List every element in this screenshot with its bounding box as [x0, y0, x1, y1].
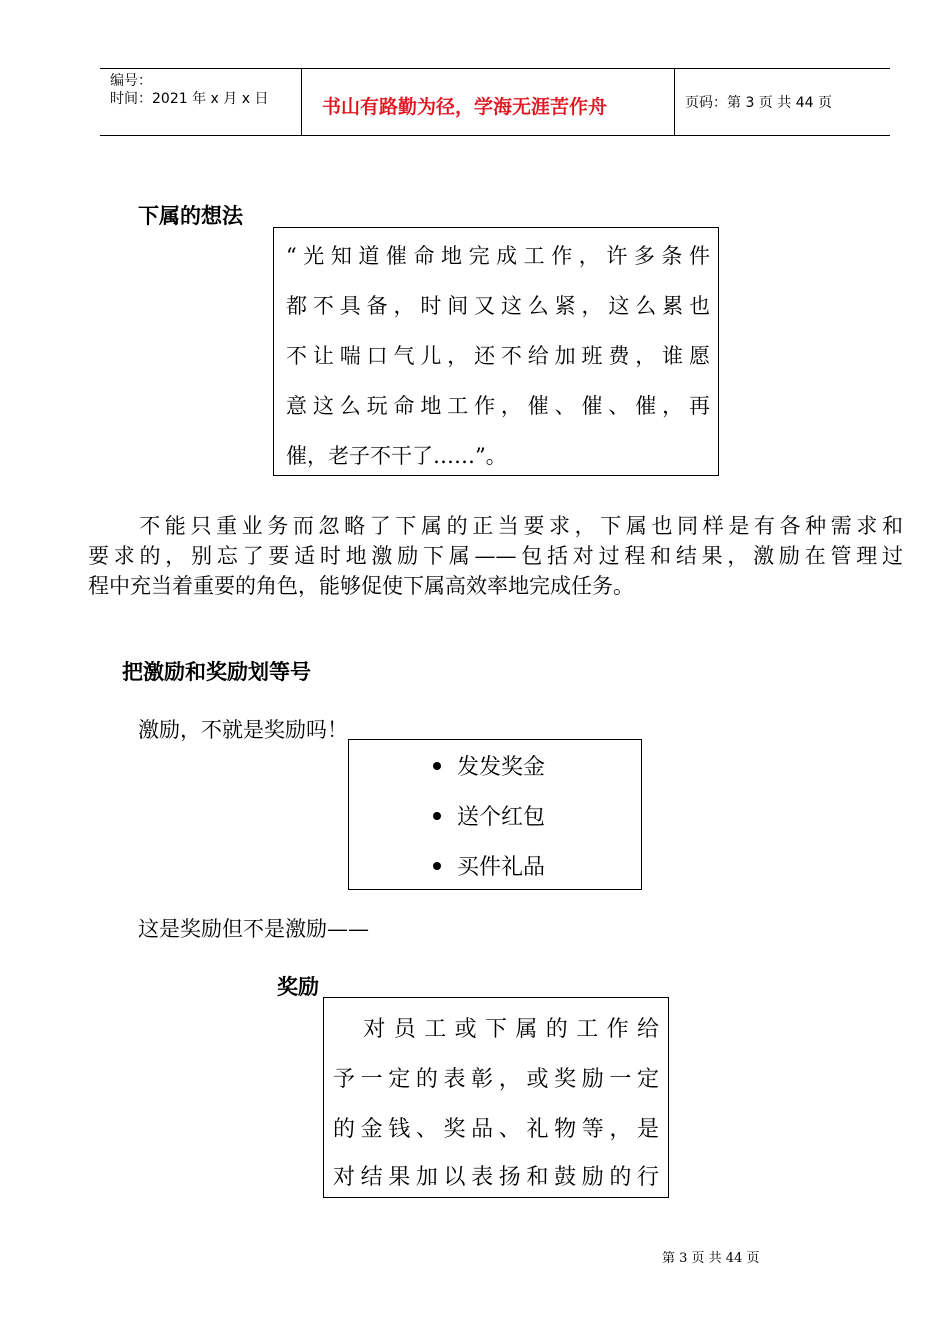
- note-text: 这是奖励但不是激励——: [138, 917, 369, 941]
- header-motto: 书山有路勤为径，学海无涯苦作舟: [322, 96, 608, 118]
- reward-line: 予一定的表彰，或奖励一定: [333, 1067, 659, 1092]
- paragraph-line: 要求的，别忘了要适时地激励下属——包括对过程和结果，激励在管理过: [88, 544, 903, 568]
- header-page-info: 页码：第 3 页 共 44 页: [685, 95, 832, 111]
- header-time-label: 时间：2021 年 x 月 x 日: [110, 91, 269, 107]
- list-item: 发发奖金: [433, 750, 545, 781]
- reward-line: 的金钱、奖品、礼物等，是: [333, 1117, 659, 1142]
- quote-line: 催，老子不干了……”。: [286, 444, 507, 468]
- paragraph-line: 程中充当着重要的角色，能够促使下属高效率地完成任务。: [88, 574, 634, 598]
- reward-title: 奖励: [277, 975, 319, 999]
- reward-definition-box: [323, 997, 669, 1198]
- header-divider-right: [674, 68, 675, 135]
- bullet-icon: [433, 812, 441, 820]
- section-heading-subordinate-thoughts: 下属的想法: [138, 204, 243, 228]
- paragraph-line: 不能只重业务而忽略了下属的正当要求，下属也同样是有各种需求和: [88, 514, 903, 538]
- header-number-label: 编号：: [110, 73, 152, 89]
- list-item: 买件礼品: [433, 850, 545, 881]
- list-item: 送个红包: [433, 800, 545, 831]
- bullet-icon: [433, 762, 441, 770]
- reward-line: 对员工或下属的工作给: [333, 1017, 659, 1042]
- quote-line: 不让喘口气儿，还不给加班费，谁愿: [286, 344, 710, 368]
- header-bottom-rule: [100, 135, 890, 136]
- heading-underline-stub: [272, 225, 274, 226]
- section-heading-incentive-vs-reward: 把激励和奖励划等号: [122, 660, 311, 684]
- reward-line: 对结果加以表扬和鼓励的行: [333, 1165, 659, 1190]
- quote-line: “光知道催命地完成工作，许多条件: [286, 244, 710, 268]
- header-divider-left: [301, 68, 302, 135]
- footer-page-number: 第 3 页 共 44 页: [662, 1251, 760, 1266]
- bullet-icon: [433, 862, 441, 870]
- quote-line: 都不具备，时间又这么紧，这么累也: [286, 294, 710, 318]
- intro-text: 激励，不就是奖励吗！: [138, 718, 348, 742]
- header-top-rule: [100, 68, 890, 69]
- quote-line: 意这么玩命地工作，催、催、催，再: [286, 394, 710, 418]
- quote-box: [273, 227, 719, 476]
- bullet-box: [348, 739, 642, 890]
